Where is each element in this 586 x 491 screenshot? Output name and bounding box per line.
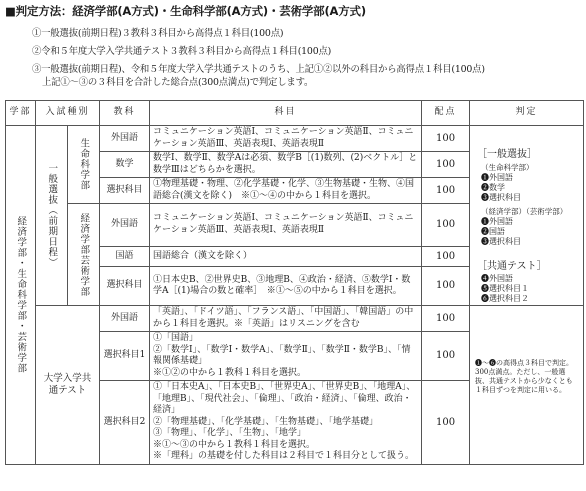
header-type: 入試種別 bbox=[36, 101, 100, 126]
subject-text: 「英語」、「ドイツ語」、「フランス語」、「中国語」、「韓国語」の中から１科目を選択。※「英語」はリスニングを含む bbox=[150, 306, 422, 332]
subject-line: ①「国語」 bbox=[153, 333, 199, 343]
general-label: 一般選抜（前期日程） bbox=[46, 163, 58, 268]
subject-group: 外国語 bbox=[100, 204, 150, 247]
judgment-item: ❺選択科目１ bbox=[481, 284, 530, 293]
judgment-item: ❷数学 bbox=[481, 182, 506, 192]
table-row bbox=[6, 306, 584, 332]
judgment-item: ❻選択科目２ bbox=[481, 294, 530, 303]
subject-group: 国語 bbox=[100, 246, 150, 266]
common-test-label: 大学入学共通テスト bbox=[43, 372, 92, 396]
subject-text: 数学Ⅰ、数学Ⅱ、数学Aは必須、数学B［(1)数列、(2)ベクトル］と数学Ⅲはどちらかを選択。 bbox=[150, 152, 422, 178]
judgment-note-cell bbox=[470, 306, 584, 465]
judgment-item: ❸選択科目 bbox=[481, 236, 522, 246]
points: 100 bbox=[422, 381, 470, 465]
judgment-item: ❹外国語 bbox=[481, 274, 514, 283]
subject-text: 国語総合（漢文を除く） bbox=[150, 246, 422, 266]
rule-3: ③一般選抜(前期日程)、令和５年度大学入学共通テストのうち、上記①②以外の科目から高得点１科目(100点) bbox=[32, 64, 485, 75]
subject-line: ※①②の中から１教科１科目を選択。 bbox=[153, 367, 307, 378]
subject-group: 外国語 bbox=[100, 306, 150, 332]
judgment-life-label: （生命科学部） bbox=[481, 162, 534, 172]
subject-text: コミュニケーション英語Ⅰ、コミュニケーション英語Ⅱ、コミュニケーション英語Ⅲ、英語表現Ⅰ、英語表現Ⅱ bbox=[150, 204, 422, 247]
judgment-general bbox=[470, 126, 584, 306]
judgment-item: ❷国語 bbox=[481, 226, 506, 236]
points: 100 bbox=[422, 152, 470, 178]
subject-group: 数学 bbox=[100, 152, 150, 178]
rule-1: ①一般選抜(前期日程)３教科３科目から高得点１科目(100点) bbox=[32, 28, 284, 39]
points: 100 bbox=[422, 246, 470, 266]
header-faculty: 学部 bbox=[6, 101, 36, 126]
judgment-note: ❶〜❻の高得点３科目で判定。300点満点。ただし、一般選抜、共通テストから少なくとも１科目ずつを判定に用いる。 bbox=[475, 359, 574, 394]
rule-4: 上記①〜③の３科目を合計した総合点(300点満点)で判定します。 bbox=[42, 77, 314, 88]
header-subjects: 科目 bbox=[150, 101, 422, 126]
header-judgment: 判定 bbox=[470, 101, 584, 126]
subject-group: 選択科目 bbox=[100, 267, 150, 306]
judgment-item: ❶外国語 bbox=[481, 216, 514, 226]
subject-group: 選択科目 bbox=[100, 178, 150, 204]
judgment-general-title: ［一般選抜］ bbox=[477, 149, 538, 160]
points: 100 bbox=[422, 126, 470, 152]
subject-line: ②「数学Ⅰ」、「数学Ⅰ・数学A」、「数学Ⅱ」、「数学Ⅱ・数学B」、「情報関係基礎」 bbox=[153, 344, 411, 366]
subject-group: 選択科目2 bbox=[100, 381, 150, 465]
subject-line: ①「日本史A」、「日本史B」、「世界史A」、「世界史B」、「地理A」、「地理B」、「現代社会」、「倫理」、「政治・経済」、「倫理、政治・経済」 bbox=[153, 382, 416, 415]
points: 100 bbox=[422, 178, 470, 204]
rule-2: ②令和５年度大学入学共通テスト３教科３科目から高得点１科目(100点) bbox=[32, 46, 332, 57]
subject-text bbox=[150, 332, 422, 381]
judgment-item: ❸選択科目 bbox=[481, 192, 522, 202]
table-header-row bbox=[6, 101, 584, 126]
points: 100 bbox=[422, 267, 470, 306]
subject-text bbox=[150, 381, 422, 465]
judgment-common-title: ［共通テスト］ bbox=[477, 260, 547, 272]
points: 100 bbox=[422, 306, 470, 332]
econ-art-label: 経済学部芸術学部 bbox=[78, 212, 90, 297]
table-row bbox=[6, 126, 584, 152]
subject-line: ③「物理」、「化学」、「生物」、「地学」 bbox=[153, 428, 307, 438]
subject-group: 外国語 bbox=[100, 126, 150, 152]
life-science-label: 生命科学部 bbox=[78, 138, 90, 191]
judgment-table bbox=[5, 100, 584, 465]
points: 100 bbox=[422, 204, 470, 247]
subject-text: ①物理基礎・物理、②化学基礎・化学、③生物基礎・生物、④国語総合(漢文を除く) ※①〜④の中から１科目を選択。 bbox=[150, 178, 422, 204]
page-heading: ■判定方法：経済学部(A方式)・生命科学部(A方式)・芸術学部(A方式) bbox=[5, 4, 366, 18]
subject-group: 選択科目1 bbox=[100, 332, 150, 381]
judgment-econ-label: （経済学部）（芸術学部） bbox=[481, 206, 568, 216]
points: 100 bbox=[422, 332, 470, 381]
header-points: 配点 bbox=[422, 101, 470, 126]
subject-line: ②「物理基礎」、「化学基礎」、「生物基礎」、「地学基礎」 bbox=[153, 416, 379, 427]
header-subject-group: 教科 bbox=[100, 101, 150, 126]
judgment-item: ❶外国語 bbox=[481, 172, 514, 182]
faculty-label: 経済学部・生命科学部・芸術学部 bbox=[15, 216, 27, 374]
subject-text: コミュニケーション英語Ⅰ、コミュニケーション英語Ⅱ、コミュニケーション英語Ⅲ、英語表現Ⅰ、英語表現Ⅱ bbox=[150, 126, 422, 152]
subject-text: ①日本史B、②世界史B、③地理B、④政治・経済、⑤数学Ⅰ・数学A［(1)場合の数と確率］ ※①〜⑤の中から１科目を選択。 bbox=[150, 267, 422, 306]
subject-line: ※①〜③の中から１教科１科目を選択。 bbox=[153, 439, 316, 450]
subject-line: ※「理科」の基礎を付した科目は２科目で１科目分として扱う。 bbox=[153, 451, 415, 461]
